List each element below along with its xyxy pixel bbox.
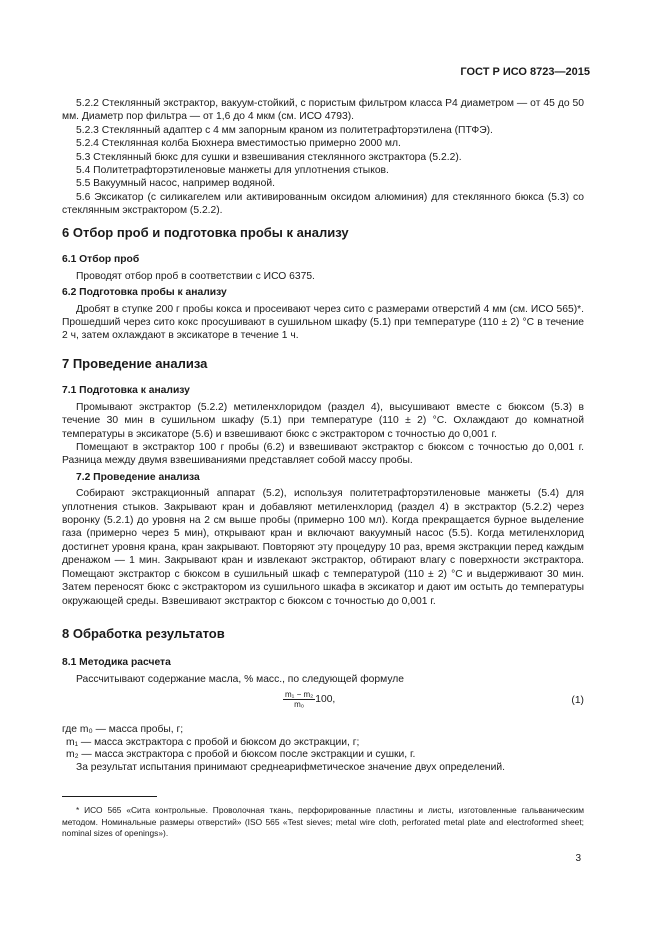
variable-def-m2: m₂ — масса экстрактора с пробой и бюксом после экстракции и сушки, г. (66, 749, 416, 761)
section-7-1-title: 7.1 Подготовка к анализу (62, 385, 190, 397)
section-8-title: 8 Обработка результатов (62, 626, 225, 641)
page-number: 3 (575, 853, 581, 864)
footnote-separator (62, 796, 157, 797)
section-8 (62, 627, 584, 686)
equipment-item: 5.2.4 Стеклянная колба Бюхнера вместимостью примерно 2000 мл. (76, 138, 401, 150)
section-7-title: 7 Проведение анализа (62, 356, 208, 371)
section-6-title: 6 Отбор проб и подготовка пробы к анализу (62, 225, 349, 240)
footnote: * ИСО 565 «Сита контрольные. Проволочная ткань, перфорированные пластины и листы, изготовленные гальваническим методом. Номинальные размеры отверстий» (ISO 565 «Test sieves; metal wire cloth, perforated metal plate and electroformed sheet; nominal sizes of openings»). (62, 805, 584, 839)
formula (283, 690, 335, 709)
section-6-1-title: 6.1 Отбор проб (62, 254, 140, 266)
section-6-1-text: Проводят отбор проб в соответствии с ИСО 6375. (76, 270, 315, 282)
result-text: За результат испытания принимают среднеарифметическое значение двух определений. (76, 761, 505, 773)
equipment-item: 5.3 Стеклянный бюкс для сушки и взвешивания стеклянного экстрактора (5.2.2). (76, 151, 462, 163)
variable-definitions (62, 724, 584, 774)
variable-def-m1: m₁ — масса экстрактора с пробой и бюксом до экстракции, г; (66, 736, 360, 748)
section-6-2-title: 6.2 Подготовка пробы к анализу (62, 287, 227, 299)
document-header: ГОСТ Р ИСО 8723—2015 (460, 66, 590, 78)
section-8-1-title: 8.1 Методика расчета (62, 657, 171, 669)
equipment-item: 5.2.3 Стеклянный адаптер с 4 мм запорным краном из политетрафторэтилена (ПТФЭ). (76, 124, 493, 136)
variable-def-m0: где m₀ — масса пробы, г; (62, 724, 184, 735)
formula-numerator: m₁ − m₂ (285, 690, 314, 699)
section-6 (62, 226, 584, 343)
section-8-1-text: Рассчитывают содержание масла, % масс., по следующей формуле (76, 673, 404, 685)
formula-number: (1) (571, 695, 584, 706)
section-6-2-text: Дробят в ступке 200 г пробы кокса и просеивают через сито с размерами отверстий 4 мм (см. ИСО 565)*. Прошедший через сито кокс просушивают в сушильном шкафу (5.1) при температуре (110 ± 2) °С в течение 2 ч, затем охлаждают в эксикаторе в течение 1 ч. (62, 303, 584, 342)
section-7-2-title: 7.2 Проведение анализа (76, 471, 200, 483)
section-7 (62, 357, 584, 608)
equipment-item: 5.5 Вакуумный насос, например водяной. (76, 178, 275, 190)
equipment-item: 5.6 Эксикатор (с силикагелем или активированным оксидом алюминия) для стеклянного бюкса (5.3) со стеклянным экстрактором (5.2.2). (62, 191, 584, 217)
equipment-item: 5.2.2 Стеклянный экстрактор, вакуум-стойкий, с пористым фильтром класса Р4 диаметром — от 45 до 50 мм. Диаметр пор фильтра — от 1,6 до 4 мкм (см. ИСО 4793). (62, 98, 584, 123)
formula-factor: 100, (315, 694, 336, 706)
equipment-list (62, 97, 584, 218)
section-7-1-para-2: Помещают в экстрактор 100 г пробы (6.2) и взвешивают экстрактор с бюксом с точностью до 0,001 г. Разница между двумя взвешиваниями представляет собой массу пробы. (62, 442, 584, 467)
section-7-2-text: Собирают экстракционный аппарат (5.2), используя политетрафторэтиленовые манжеты (5.4) для уплотнения стыков. Закрывают кран и добавляют метиленхлорид (раздел 4) в экстрактор (5.2.2) через воронку (5.2.1) до уровня на 2 см выше пробы (примерно 100 мл). Когда прекращается бурное выделение газа (примерно через 5 мин), открывают кран и включают вакуумный насос (5.5). Когда метиленхлорид достигнет уровня крана, кран закрывают. Повторяют эту процедуру 10 раз, время экстракции перед каждым дренажом — 1 мин. Закрывают кран и извлекают экстрактор, обтирают влагу с поверхности экстрактора. Помещают экстрактор с бюксом в сушильный шкаф с температурой (110 ± 2) °С и выдерживают 30 мин. Затем переносят бюкс с экстрактором из сушильного шкафа в эксикатор и дают им остыть до температуры окружающей среды. Взвешивают экстрактор с бюксом с точностью до 0,001 г. (62, 488, 584, 607)
section-7-1-para-1: Промывают экстрактор (5.2.2) метиленхлоридом (раздел 4), высушивают вместе с бюксом (5.3) в течение 30 мин в сушильном шкафу (5.1) при температуре (110 ± 2) °С. Охлаждают до комнатной температуры в эксикаторе (5.6) и взвешивают бюкс с экстрактором с точностью до 0,001 г. (62, 401, 584, 440)
equipment-item: 5.4 Политетрафторэтиленовые манжеты для уплотнения стыков. (76, 165, 389, 177)
formula-denominator: m₀ (294, 700, 305, 709)
formula-fraction (283, 690, 315, 709)
